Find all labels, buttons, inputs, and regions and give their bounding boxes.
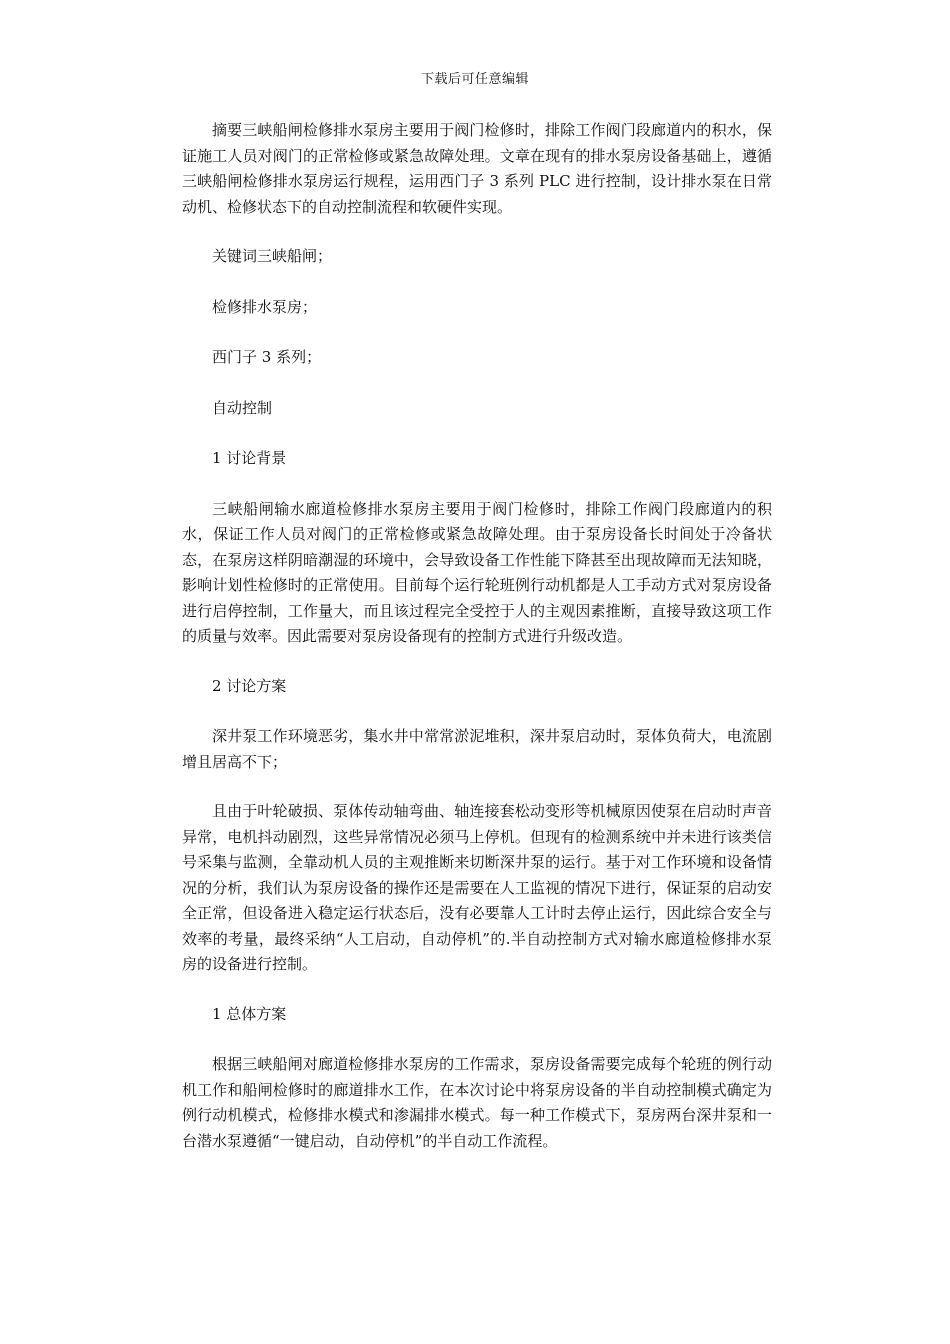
- overall-paragraph: 根据三峡船闸对廊道检修排水泵房的工作需求，泵房设备需要完成每个轮班的例行动机工作和船闸检修时的廊道排水工作，在本次讨论中将泵房设备的半自动控制模式确定为例行动机模式，检修排水模式和渗漏排水模式。每一种工作模式下，泵房两台深井泵和一台潜水泵遵循“一键启动，自动停机”的半自动工作流程。: [182, 1055, 772, 1150]
- section-heading-plan: 2 讨论方案: [212, 676, 287, 695]
- download-note: 下载后可任意编辑: [420, 72, 529, 87]
- keyword-line: 关键词三峡船闸；: [212, 247, 333, 265]
- section-heading-overall: 1 总体方案: [212, 1004, 287, 1023]
- plan-paragraph-2: 且由于叶轮破损、泵体传动轴弯曲、轴连接套松动变形等机械原因使泵在启动时声音异常，电机抖动剧烈，这些异常情况必须马上停机。但现有的检测系统中并未进行该类信号采集与监测，全靠动机人员的主观推断来切断深井泵的运行。基于对工作环境和设备情况的分析，我们认为泵房设备的操作还是需要在人工监视的情况下进行，保证泵的启动安全正常，但设备进入稳定运行状态后，没有必要靠人工计时去停止运行，因此综合安全与效率的考量，最终采纳“人工启动，自动停机”的.半自动控制方式对输水廊道检修排水泵房的设备进行控制。: [182, 802, 772, 973]
- abstract-paragraph: 摘要三峡船闸检修排水泵房主要用于阀门检修时，排除工作阀门段廊道内的积水，保证施工人员对阀门的正常检修或紧急故障处理。文章在现有的排水泵房设备基础上，遵循三峡船闸检修排水泵房运行规程，运用西门子 3 系列 PLC 进行控制，设计排水泵在日常动机、检修状态下的自动控制流程和软硬件实现。: [182, 121, 772, 216]
- document-body: [182, 118, 772, 1178]
- background-paragraph: 三峡船闸输水廊道检修排水泵房主要用于阀门检修时，排除工作阀门段廊道内的积水，保证工作人员对阀门的正常检修或紧急故障处理。由于泵房设备长时间处于冷备状态，在泵房这样阴暗潮湿的环境中，会导致设备工作性能下降甚至出现故障而无法知晓，影响计划性检修时的正常使用。目前每个运行轮班例行动机都是人工手动方式对泵房设备进行启停控制，工作量大，而且该过程完全受控于人的主观因素推断，直接导致这项工作的质量与效率。因此需要对泵房设备现有的控制方式进行升级改造。: [182, 499, 772, 645]
- keyword-line: 检修排水泵房；: [212, 297, 318, 316]
- keyword-line: 西门子 3 系列；: [212, 348, 322, 366]
- section-heading-background: 1 讨论背景: [212, 449, 287, 467]
- plan-paragraph-1: 深井泵工作环境恶劣，集水井中常常淤泥堆积，深井泵启动时，泵体负荷大，电流剧增且居高不下；: [182, 727, 772, 771]
- keyword-line: 自动控制: [212, 398, 273, 417]
